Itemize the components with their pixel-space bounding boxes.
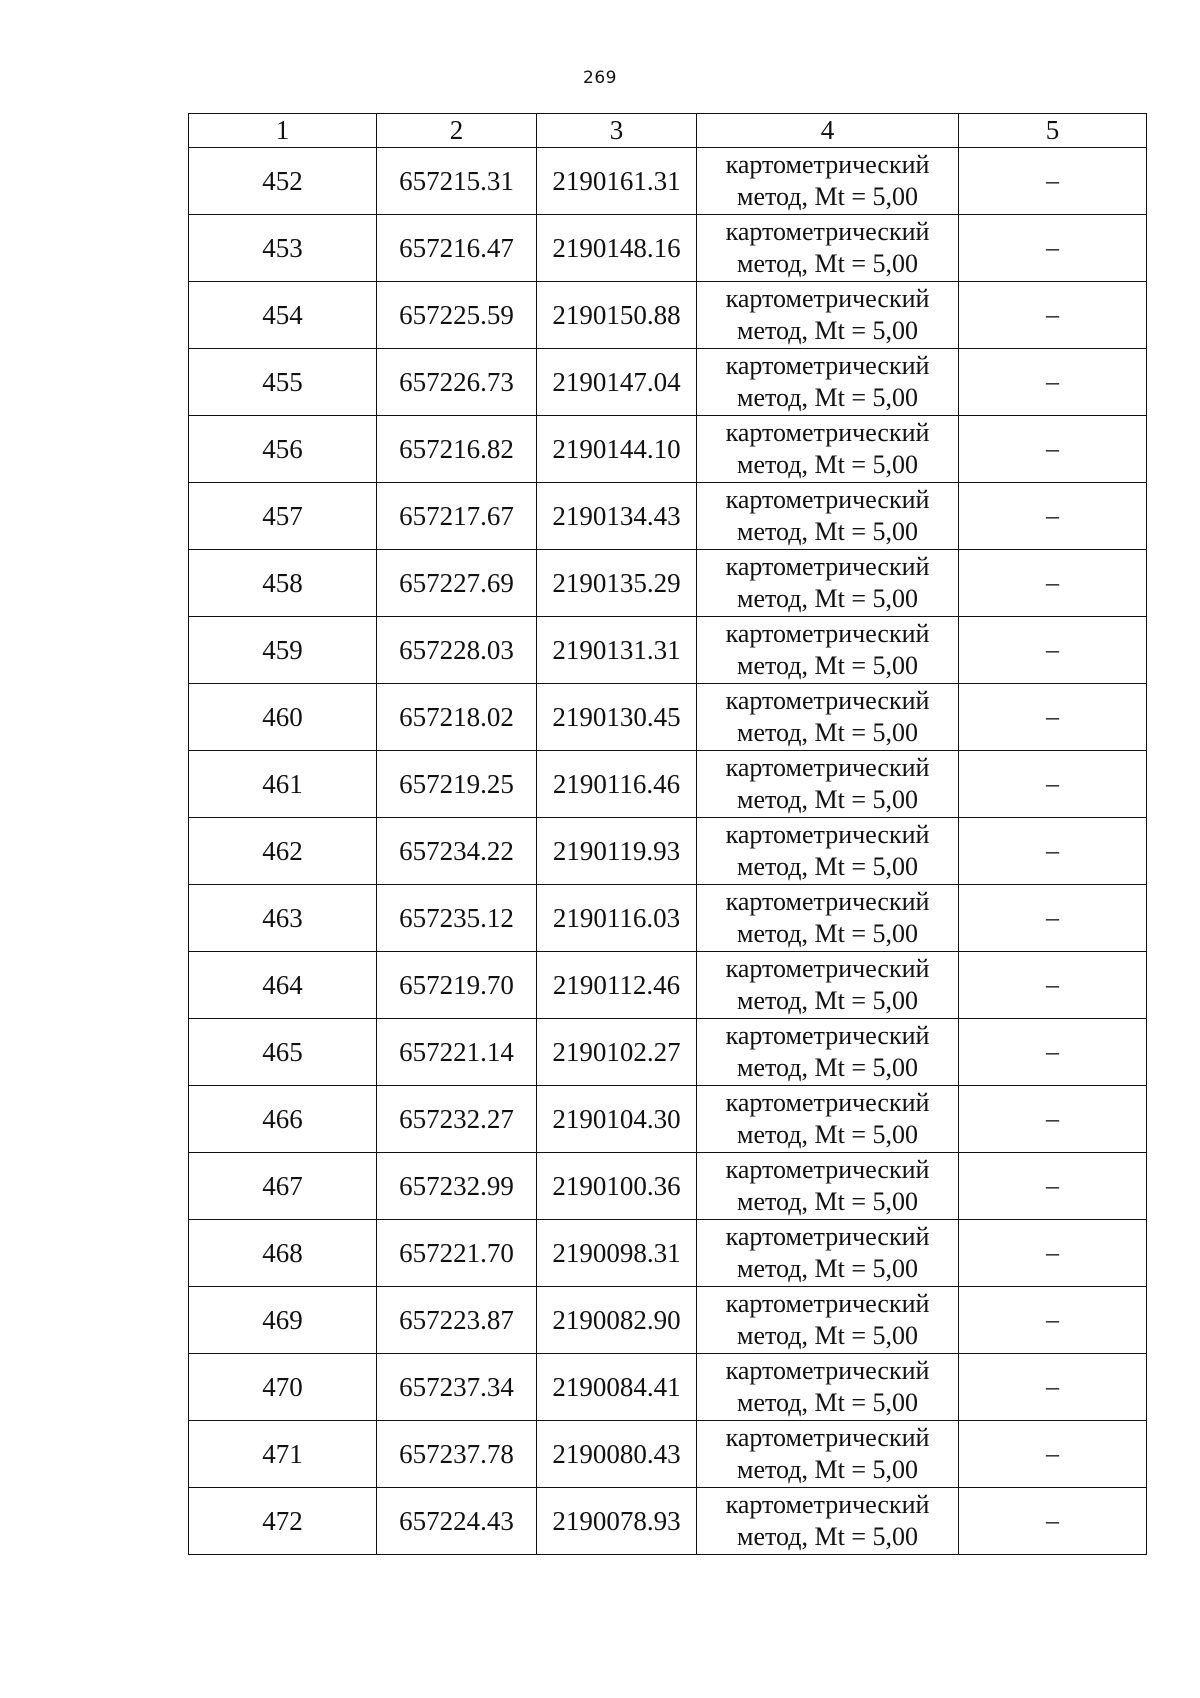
header-col-1: 1 — [189, 114, 377, 148]
method-line-1: картометрический — [725, 619, 930, 648]
method-line-2: метод, Mt = 5,00 — [737, 249, 918, 278]
x-coordinate-cell: 657232.99 — [377, 1153, 537, 1220]
header-col-5: 5 — [959, 114, 1147, 148]
table-row — [189, 617, 1147, 684]
method-cell — [697, 550, 959, 617]
method-cell — [697, 349, 959, 416]
x-coordinate-cell: 657237.78 — [377, 1421, 537, 1488]
method-line-1: картометрический — [725, 1490, 930, 1519]
note-cell: – — [959, 952, 1147, 1019]
table-row — [189, 952, 1147, 1019]
y-coordinate-cell: 2190131.31 — [537, 617, 697, 684]
table-row — [189, 751, 1147, 818]
point-number-cell: 467 — [189, 1153, 377, 1220]
method-line-2: метод, Mt = 5,00 — [737, 1522, 918, 1551]
method-line-1: картометрический — [725, 150, 930, 179]
y-coordinate-cell: 2190161.31 — [537, 148, 697, 215]
note-cell: – — [959, 885, 1147, 952]
method-line-2: метод, Mt = 5,00 — [737, 852, 918, 881]
table-row — [189, 818, 1147, 885]
x-coordinate-cell: 657221.70 — [377, 1220, 537, 1287]
method-line-1: картометрический — [725, 418, 930, 447]
table-row — [189, 349, 1147, 416]
x-coordinate-cell: 657237.34 — [377, 1354, 537, 1421]
method-cell — [697, 148, 959, 215]
page-number: 269 — [583, 68, 617, 88]
note-cell: – — [959, 1488, 1147, 1555]
x-coordinate-cell: 657216.47 — [377, 215, 537, 282]
note-cell: – — [959, 550, 1147, 617]
x-coordinate-cell: 657232.27 — [377, 1086, 537, 1153]
y-coordinate-cell: 2190080.43 — [537, 1421, 697, 1488]
y-coordinate-cell: 2190130.45 — [537, 684, 697, 751]
method-cell — [697, 282, 959, 349]
y-coordinate-cell: 2190116.03 — [537, 885, 697, 952]
y-coordinate-cell: 2190144.10 — [537, 416, 697, 483]
method-cell — [697, 885, 959, 952]
header-row — [189, 114, 1147, 148]
table-row — [189, 1086, 1147, 1153]
table-row — [189, 1488, 1147, 1555]
method-cell — [697, 416, 959, 483]
method-line-2: метод, Mt = 5,00 — [737, 986, 918, 1015]
method-line-2: метод, Mt = 5,00 — [737, 785, 918, 814]
table-row — [189, 1287, 1147, 1354]
y-coordinate-cell: 2190134.43 — [537, 483, 697, 550]
header-col-2: 2 — [377, 114, 537, 148]
method-cell — [697, 952, 959, 1019]
method-line-1: картометрический — [725, 1222, 930, 1251]
point-number-cell: 455 — [189, 349, 377, 416]
x-coordinate-cell: 657225.59 — [377, 282, 537, 349]
point-number-cell: 470 — [189, 1354, 377, 1421]
header-col-3: 3 — [537, 114, 697, 148]
method-cell — [697, 751, 959, 818]
y-coordinate-cell: 2190104.30 — [537, 1086, 697, 1153]
note-cell: – — [959, 1086, 1147, 1153]
table-body — [189, 148, 1147, 1555]
x-coordinate-cell: 657226.73 — [377, 349, 537, 416]
method-line-2: метод, Mt = 5,00 — [737, 584, 918, 613]
y-coordinate-cell: 2190148.16 — [537, 215, 697, 282]
method-line-1: картометрический — [725, 1088, 930, 1117]
method-line-2: метод, Mt = 5,00 — [737, 1053, 918, 1082]
point-number-cell: 469 — [189, 1287, 377, 1354]
method-line-2: метод, Mt = 5,00 — [737, 718, 918, 747]
method-line-1: картометрический — [725, 887, 930, 916]
note-cell: – — [959, 1287, 1147, 1354]
note-cell: – — [959, 349, 1147, 416]
point-number-cell: 459 — [189, 617, 377, 684]
method-cell — [697, 1086, 959, 1153]
y-coordinate-cell: 2190112.46 — [537, 952, 697, 1019]
method-cell — [697, 684, 959, 751]
point-number-cell: 454 — [189, 282, 377, 349]
method-line-2: метод, Mt = 5,00 — [737, 1455, 918, 1484]
x-coordinate-cell: 657234.22 — [377, 818, 537, 885]
note-cell: – — [959, 1421, 1147, 1488]
method-cell — [697, 1220, 959, 1287]
x-coordinate-cell: 657219.70 — [377, 952, 537, 1019]
x-coordinate-cell: 657221.14 — [377, 1019, 537, 1086]
table-row — [189, 215, 1147, 282]
method-line-1: картометрический — [725, 485, 930, 514]
table-row — [189, 684, 1147, 751]
method-line-2: метод, Mt = 5,00 — [737, 1120, 918, 1149]
method-line-2: метод, Mt = 5,00 — [737, 1187, 918, 1216]
x-coordinate-cell: 657219.25 — [377, 751, 537, 818]
point-number-cell: 460 — [189, 684, 377, 751]
point-number-cell: 461 — [189, 751, 377, 818]
table-row — [189, 550, 1147, 617]
table-row — [189, 282, 1147, 349]
table-row — [189, 416, 1147, 483]
table-row — [189, 1354, 1147, 1421]
method-line-1: картометрический — [725, 954, 930, 983]
method-line-1: картометрический — [725, 1356, 930, 1385]
method-cell — [697, 1421, 959, 1488]
x-coordinate-cell: 657217.67 — [377, 483, 537, 550]
method-line-2: метод, Mt = 5,00 — [737, 1388, 918, 1417]
method-cell — [697, 1287, 959, 1354]
y-coordinate-cell: 2190098.31 — [537, 1220, 697, 1287]
method-line-2: метод, Mt = 5,00 — [737, 1254, 918, 1283]
table-row — [189, 885, 1147, 952]
header-col-4: 4 — [697, 114, 959, 148]
method-line-2: метод, Mt = 5,00 — [737, 182, 918, 211]
y-coordinate-cell: 2190100.36 — [537, 1153, 697, 1220]
point-number-cell: 464 — [189, 952, 377, 1019]
method-cell — [697, 1019, 959, 1086]
method-cell — [697, 818, 959, 885]
method-line-2: метод, Mt = 5,00 — [737, 383, 918, 412]
table-row — [189, 483, 1147, 550]
x-coordinate-cell: 657224.43 — [377, 1488, 537, 1555]
table-row — [189, 148, 1147, 215]
method-cell — [697, 1354, 959, 1421]
note-cell: – — [959, 483, 1147, 550]
method-line-1: картометрический — [725, 552, 930, 581]
point-number-cell: 471 — [189, 1421, 377, 1488]
method-line-2: метод, Mt = 5,00 — [737, 517, 918, 546]
x-coordinate-cell: 657235.12 — [377, 885, 537, 952]
method-line-1: картометрический — [725, 1021, 930, 1050]
y-coordinate-cell: 2190116.46 — [537, 751, 697, 818]
note-cell: – — [959, 684, 1147, 751]
method-cell — [697, 617, 959, 684]
y-coordinate-cell: 2190150.88 — [537, 282, 697, 349]
point-number-cell: 452 — [189, 148, 377, 215]
table-row — [189, 1421, 1147, 1488]
y-coordinate-cell: 2190084.41 — [537, 1354, 697, 1421]
note-cell: – — [959, 1019, 1147, 1086]
x-coordinate-cell: 657227.69 — [377, 550, 537, 617]
method-line-1: картометрический — [725, 753, 930, 782]
point-number-cell: 468 — [189, 1220, 377, 1287]
point-number-cell: 465 — [189, 1019, 377, 1086]
y-coordinate-cell: 2190147.04 — [537, 349, 697, 416]
y-coordinate-cell: 2190102.27 — [537, 1019, 697, 1086]
y-coordinate-cell: 2190119.93 — [537, 818, 697, 885]
x-coordinate-cell: 657218.02 — [377, 684, 537, 751]
method-cell — [697, 215, 959, 282]
method-line-2: метод, Mt = 5,00 — [737, 450, 918, 479]
method-line-1: картометрический — [725, 820, 930, 849]
note-cell: – — [959, 1220, 1147, 1287]
method-cell — [697, 1488, 959, 1555]
y-coordinate-cell: 2190078.93 — [537, 1488, 697, 1555]
coordinates-table — [188, 113, 1147, 1555]
method-line-1: картометрический — [725, 351, 930, 380]
table-row — [189, 1220, 1147, 1287]
method-line-2: метод, Mt = 5,00 — [737, 316, 918, 345]
method-line-2: метод, Mt = 5,00 — [737, 1321, 918, 1350]
point-number-cell: 456 — [189, 416, 377, 483]
x-coordinate-cell: 657216.82 — [377, 416, 537, 483]
method-line-1: картометрический — [725, 1155, 930, 1184]
y-coordinate-cell: 2190135.29 — [537, 550, 697, 617]
point-number-cell: 453 — [189, 215, 377, 282]
method-line-1: картометрический — [725, 1289, 930, 1318]
note-cell: – — [959, 818, 1147, 885]
point-number-cell: 466 — [189, 1086, 377, 1153]
table-row — [189, 1019, 1147, 1086]
note-cell: – — [959, 416, 1147, 483]
note-cell: – — [959, 617, 1147, 684]
x-coordinate-cell: 657223.87 — [377, 1287, 537, 1354]
table-row — [189, 1153, 1147, 1220]
method-line-1: картометрический — [725, 1423, 930, 1452]
note-cell: – — [959, 1354, 1147, 1421]
note-cell: – — [959, 751, 1147, 818]
y-coordinate-cell: 2190082.90 — [537, 1287, 697, 1354]
method-line-2: метод, Mt = 5,00 — [737, 919, 918, 948]
note-cell: – — [959, 282, 1147, 349]
point-number-cell: 462 — [189, 818, 377, 885]
method-cell — [697, 483, 959, 550]
table-header — [189, 114, 1147, 148]
point-number-cell: 458 — [189, 550, 377, 617]
point-number-cell: 472 — [189, 1488, 377, 1555]
method-line-1: картометрический — [725, 284, 930, 313]
x-coordinate-cell: 657228.03 — [377, 617, 537, 684]
note-cell: – — [959, 148, 1147, 215]
note-cell: – — [959, 1153, 1147, 1220]
point-number-cell: 457 — [189, 483, 377, 550]
method-line-2: метод, Mt = 5,00 — [737, 651, 918, 680]
method-line-1: картометрический — [725, 217, 930, 246]
method-line-1: картометрический — [725, 686, 930, 715]
note-cell: – — [959, 215, 1147, 282]
point-number-cell: 463 — [189, 885, 377, 952]
x-coordinate-cell: 657215.31 — [377, 148, 537, 215]
method-cell — [697, 1153, 959, 1220]
